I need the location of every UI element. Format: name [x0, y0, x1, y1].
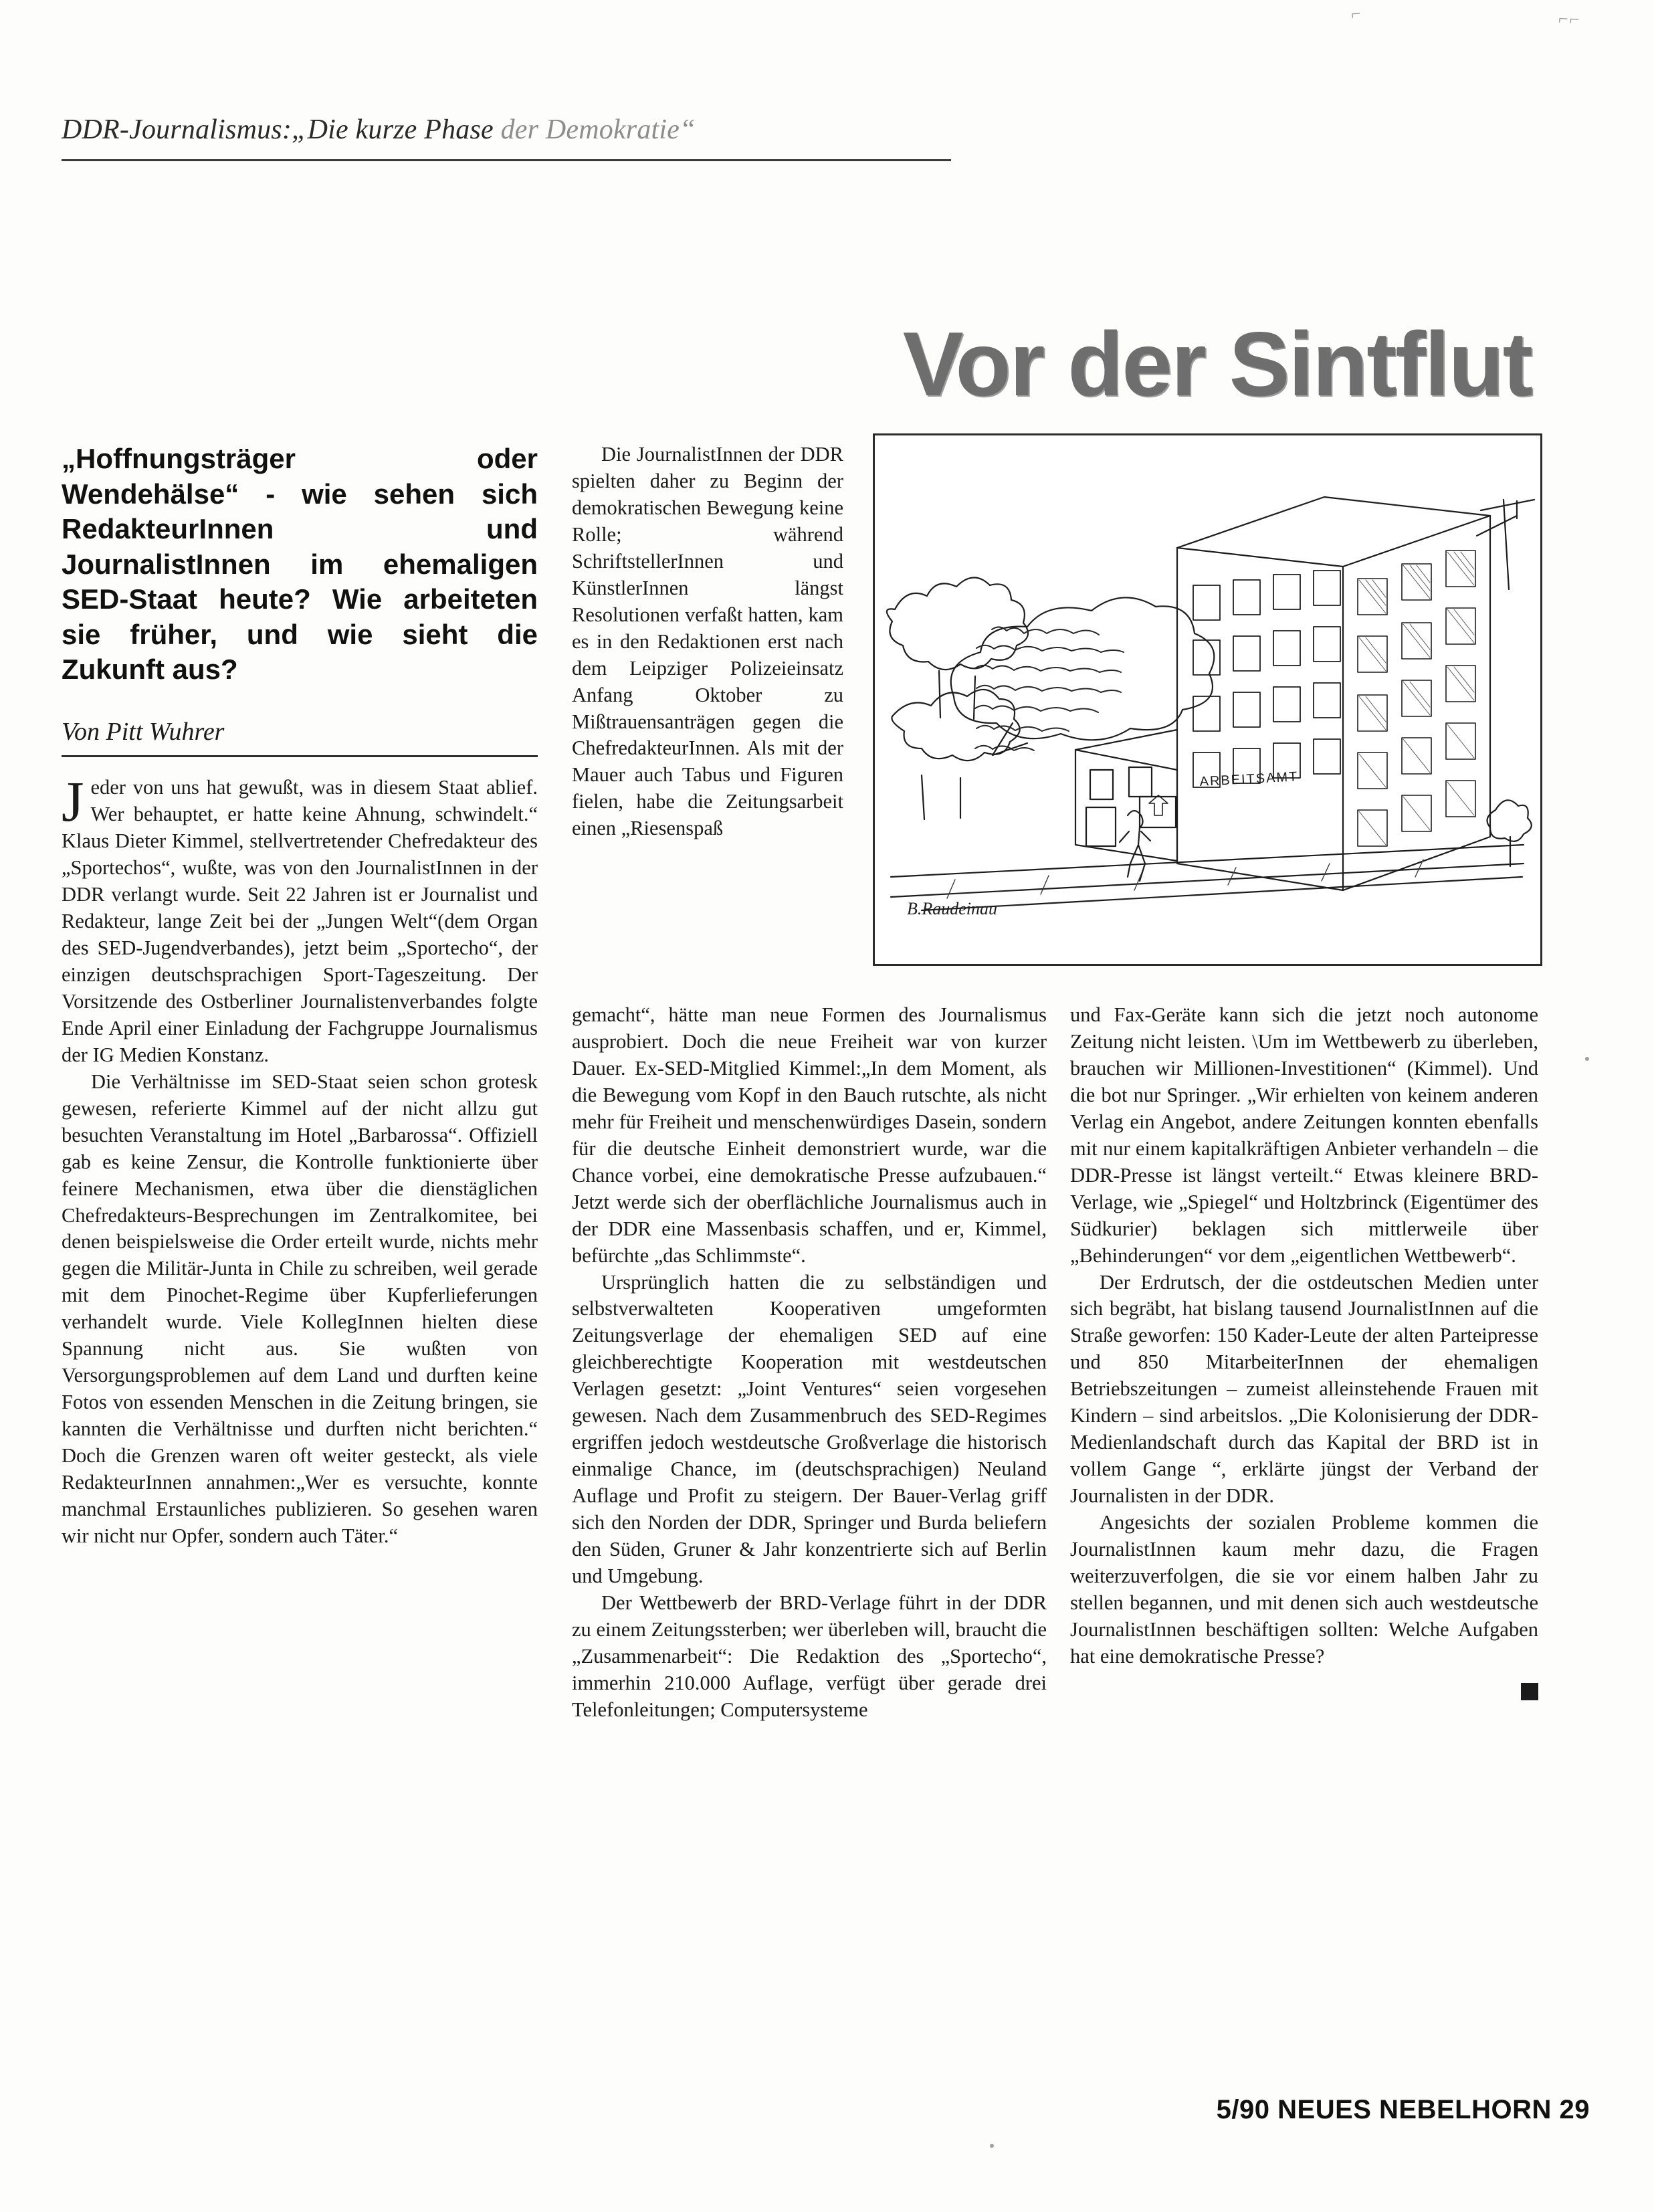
paragraph: und Fax-Geräte kann sich die jetzt noch autonome Zeitung nicht leisten. \Um im Wettbewerb zu überleben, brauchen wir Millionen-Investitionen“ (Kimmel). Und die bot nur Springer. „Wir erhielten von keinem anderen Verlag ein Angebot, andere Zeitungen konnten ebenfalls mit nur einem kapitalkräftigen Anbieter verhandeln – die DDR-Presse ist längst verteilt.“ Etwas kleinere BRD-Verlage, wie „Spiegel“ und Holtzbrinck (Eigentümer des Südkurier) beklagen sich mittlerweile über „Behinderungen“ vor dem „eigentlichen Wettbewerb“.	[1070, 1003, 1538, 1267]
paragraph: gemacht“, hätte man neue Formen des Journalismus ausprobiert. Doch die neue Freiheit war von kurzer Dauer. Ex-SED-Mitglied Kimmel:„In dem Moment, als die Bewegung vom Kopf in den Bauch rutschte, als nicht mehr für Freiheit und menschenwürdiges Dasein, sondern für die deutsche Einheit demonstriert wurde, war die Chance vorbei, eine demokratische Presse aufzubauen.“ Jetzt werde sich der oberflächliche Journalismus auch in der DDR eine Massenbasis schaffen, und er, Kimmel, befürchte „das Schlimmste“.	[572, 1003, 1047, 1267]
column-middle-wide	[572, 1002, 1047, 1724]
byline-rule	[62, 755, 538, 757]
scan-artifact-right: ⌐⌐	[1558, 9, 1582, 29]
page-footer: 5/90 NEUES NEBELHORN 29	[1216, 2095, 1590, 2124]
building-sign-label: ARBEITSAMT	[1199, 769, 1299, 789]
page-title: Vor der Sintflut	[902, 313, 1532, 415]
column-right	[1070, 1002, 1538, 1706]
column-left	[62, 441, 538, 1550]
scan-speck	[1585, 1057, 1589, 1061]
running-head-faded: der Demokratie“	[500, 114, 696, 145]
paragraph: Jeder von uns hat gewußt, was in diesem Staat ablief. Wer behauptet, er hatte keine Ahnung, schwindelt.“ Klaus Dieter Kimmel, stellvertretender Chefredakteur des „Sportechos“, wußte, was von den JournalistInnen in der DDR verlangt wurde. Seit 22 Jahren ist er Journalist und Redakteur, lange Zeit bei der „Jungen Welt“(dem Organ des SED-Jugendverbandes), jetzt beim „Sportecho“, der einzigen deutschsprachigen Sport-Tageszeitung. Der Vorsitzende des Ostberliner Journalistenverbandes folgte Ende April einer Einladung der Fachgruppe Journalismus der IG Medien Konstanz.	[62, 769, 538, 1066]
paragraph: Die Verhältnisse im SED-Staat seien schon grotesk gewesen, referierte Kimmel auf der nicht allzu gut besuchten Veranstaltung im Hotel „Barbarossa“. Offiziell gab es keine Zensur, die Kontrolle funktionierte über feinere Mechanismen, etwa über die dienstäglichen Chefredakteurs-Besprechungen im Zentralkomitee, bei denen beispielsweise die Order erteilt wurde, nichts mehr gegen die Militär-Junta in Chile zu schreiben, weil gerade mit dem Pinochet-Regime über Kupferlieferungen verhandelt wurde. Viele KollegInnen hielten diese Spannung nicht aus. Sie wußten von Versorgungsproblemen auf dem Land und durften keine Fotos von essenden Menschen in die Zeitung bringen, sie kannten die Verhältnisse und durften nicht berichten.“ Doch die Grenzen waren oft weiter gesteckt, als viele RedakteurInnen annahmen:„Wer es versuchte, konnte manchmal Erstaunliches publizieren. So gesehen waren wir nicht nur Opfer, sondern auch Täter.“	[62, 1070, 538, 1547]
scan-speck	[990, 2144, 994, 2148]
standfirst: „Hoffnungsträger oder Wendehälse“ - wie sehen sich RedakteurInnen und JournalistInnen im ehemaligen SED-Staat heute? Wie arbeiteten sie früher, und wie sieht die Zukunft aus?	[62, 443, 538, 685]
column-middle-narrow	[572, 441, 843, 842]
running-head-plain: DDR-Journalismus:„Die kurze Phase	[62, 114, 501, 145]
cartoonist-signature: B.Raudeinau	[907, 899, 998, 918]
cartoon-drawing	[875, 435, 1540, 964]
cartoon-illustration	[873, 433, 1542, 966]
scan-artifact-left: ⌐	[1350, 3, 1363, 24]
byline: Von Pitt Wuhrer	[62, 717, 225, 746]
paragraph: Die JournalistInnen der DDR spielten daher zu Beginn der demokratischen Bewegung keine Rolle; während SchriftstellerInnen und KünstlerInnen längst Resolutionen verfaßt hatten, kam es in den Redaktionen erst nach dem Leipziger Polizeieinsatz Anfang Oktober zu Mißtrauensanträgen gegen die ChefredakteurInnen. Als mit der Mauer auch Tabus und Figuren fielen, habe die Zeitungsarbeit einen „Riesenspaß	[572, 443, 843, 840]
paragraph: Ursprünglich hatten die zu selbständigen und selbstverwalteten Kooperativen umgeformten Zeitungsverlage der ehemaligen SED auf eine gleichberechtigte Kooperation mit westdeutschen Verlagen gesetzt: „Joint Ventures“ seien vorgesehen gewesen. Nach dem Zusammenbruch des SED-Regimes ergriffen jedoch westdeutsche Großverlage die historisch einmalige Chance, im (deutschsprachigen) Neuland Auflage und Profit zu steigern. Der Bauer-Verlag griff sich den Norden der DDR, Springer und Burda beliefern den Süden, Gruner & Jahr konzentrierte sich auf Berlin und Umgebung.	[572, 1270, 1047, 1588]
running-head	[62, 114, 1065, 146]
paragraph: Angesichts der sozialen Probleme kommen die JournalistInnen kaum mehr dazu, die Fragen weiterzuverfolgen, die sie vor einem halben Jahr zu stellen begannen, und mit denen sich auch westdeutsche JournalistInnen beschäftigen sollten: Welche Aufgaben hat eine demokratische Presse?	[1070, 1511, 1538, 1668]
running-head-rule	[62, 159, 951, 161]
paragraph: Der Erdrutsch, der die ostdeutschen Medien unter sich begräbt, hat bislang tausend JournalistInnen auf die Straße geworfen: 150 Kader-Leute der alten Parteipresse und 850 MitarbeiterInnen der ehemaligen Betriebszeitungen – zumeist alleinstehende Frauen mit Kindern – sind arbeitslos. „Die Kolonisierung der DDR-Medienlandschaft durch das Kapital der BRD ist in vollem Gange “, erklärte jüngst der Verband der Journalisten in der DDR.	[1070, 1270, 1538, 1508]
paragraph: Der Wettbewerb der BRD-Verlage führt in der DDR zu einem Zeitungssterben; wer überleben will, braucht die „Zusammenarbeit“: Die Redaktion des „Sportecho“, immerhin 210.000 Auflage, verfügt über gerade drei Telefonleitungen; Computersysteme	[572, 1591, 1047, 1721]
end-of-article-mark	[1514, 1680, 1538, 1706]
